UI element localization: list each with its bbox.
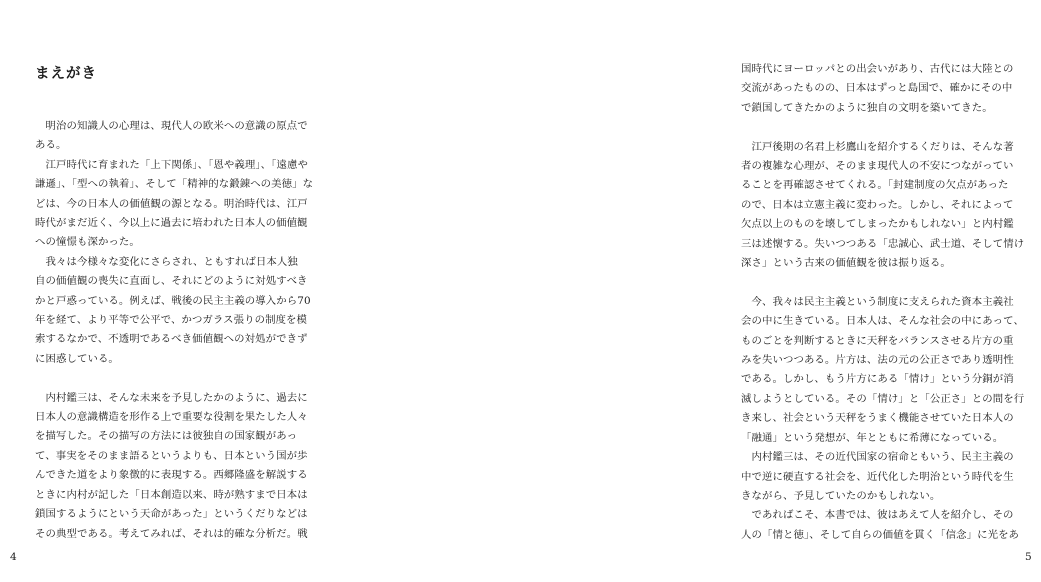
left-page-body <box>35 117 340 544</box>
text-line: に困惑している。 <box>35 352 119 365</box>
text-line: 明治の知識人の心理は、現代人の欧米への意識の原点で <box>35 120 308 132</box>
text-line: 時代がまだ近く、今以上に過去に培われた日本人の価値観 <box>35 217 308 230</box>
paragraph-gap <box>741 118 1041 137</box>
text-line: 謙遜」、「型への執着」、そして「精神的な鍛錬への美徳」な <box>35 178 314 191</box>
chapter-title: まえがき <box>35 66 97 82</box>
right-page-body <box>741 60 1041 545</box>
text-line: き来し、社会という天秤をうまく機能させていた日本人の <box>741 412 1014 425</box>
text-line: 年を経て、より平等で公平で、かつガラス張りの制度を模 <box>35 314 308 327</box>
text-line: ので、日本は立憲主義に変わった。しかし、それによって <box>741 198 1014 211</box>
text-line: 鎖国するようにという天命があった」というくだりなどは <box>35 508 308 521</box>
text-line: への憧憬も深かった。 <box>35 236 140 249</box>
text-line: その典型である。考えてみれば、それは的確な分析だ。戦 <box>35 527 308 540</box>
text-line: ときに内村が記した「日本創造以来、時が熟すまで日本は <box>35 488 308 501</box>
text-line: 人の「情と徳」、そして自らの価値を貫く「信念」に光をあ <box>741 528 1020 541</box>
text-line: ることを再確認させてくれる。「封建制度の欠点があった <box>741 179 1009 192</box>
right-page <box>350 0 1032 582</box>
page-number-right: 5 <box>1025 551 1032 563</box>
text-line: きながら、予見していたのかもしれない。 <box>741 489 941 502</box>
left-page <box>0 0 350 582</box>
text-line: で鎖国してきたかのように独自の文明を築いてきた。 <box>741 101 993 114</box>
text-line: みを失いつつある。片方は、法の元の公正さであり透明性 <box>741 354 1014 367</box>
text-line: 内村鑑三は、その近代国家の宿命ともいう、民主主義の <box>741 451 1014 464</box>
text-line: 今、我々は民主主義という制度に支えられた資本主義社 <box>741 295 1014 308</box>
text-line: を描写した。その描写の方法には彼独自の国家観があっ <box>35 430 298 443</box>
text-line: かと戸惑っている。例えば、戦後の民主主義の導入から70 <box>35 294 311 307</box>
text-line: 日本人の意識構造を形作る上で重要な役割を果たした人々 <box>35 411 308 424</box>
text-line: 深さ」という古来の価値観を彼は振り返る。 <box>741 257 951 270</box>
paragraph-gap <box>35 369 340 388</box>
text-line: 交流があったものの、日本はずっと島国で、確かにその中 <box>741 82 1013 95</box>
paragraph-gap <box>741 273 1041 292</box>
text-line: 自の価値観の喪失に直面し、それにどのように対処すべき <box>35 275 308 288</box>
text-line: 者の複雑な心理が、そのまま現代人の不安につながってい <box>741 160 1014 173</box>
text-line: である。しかし、もう片方にある「情け」という分銅が消 <box>741 373 1014 386</box>
text-line: 欠点以上のものを壊してしまったかもしれない」と内村鑑 <box>741 218 1014 231</box>
text-line: 「融通」という発想が、年とともに希薄になっている。 <box>741 431 1004 444</box>
text-line: であればこそ、本書では、彼はあえて人を紹介し、その <box>741 509 1014 522</box>
text-line: 国時代にヨーロッパとの出会いがあり、古代には大陸との <box>741 63 1014 75</box>
text-line: 内村鑑三は、そんな未来を予見したかのように、過去に <box>35 391 308 404</box>
text-line: ある。 <box>35 139 67 152</box>
text-line: 索するなかで、不透明であるべき価値観への対処ができず <box>35 333 308 346</box>
text-line: 江戸後期の名君上杉鷹山を紹介するくだりは、そんな著 <box>741 140 1014 153</box>
text-line: 会の中に生きている。日本人は、そんな社会の中にあって、 <box>741 315 1024 328</box>
text-line: て、事実をそのまま語るというよりも、日本という国が歩 <box>35 449 308 462</box>
text-line: ものごとを判断するときに天秤をバランスさせる片方の重 <box>741 334 1014 347</box>
text-line: 中で逆に硬直する社会を、近代化した明治という時代を生 <box>741 470 1014 483</box>
page-number-left: 4 <box>10 551 17 563</box>
text-line: どは、今の日本人の価値観の源となる。明治時代は、江戸 <box>35 197 308 210</box>
text-line: 滅しようとしている。その「情け」と「公正さ」との間を行 <box>741 392 1025 405</box>
text-line: 三は述懐する。失いつつある「忠誠心、武士道、そして情け <box>741 237 1025 250</box>
text-line: んできた道をより象徴的に表現する。西郷隆盛を解説する <box>35 469 308 482</box>
text-line: 江戸時代に育まれた「上下関係」、「恩や義理」、「遠慮や <box>35 158 308 171</box>
text-line: 我々は今様々な変化にさらされ、ともすれば日本人独 <box>35 255 298 268</box>
